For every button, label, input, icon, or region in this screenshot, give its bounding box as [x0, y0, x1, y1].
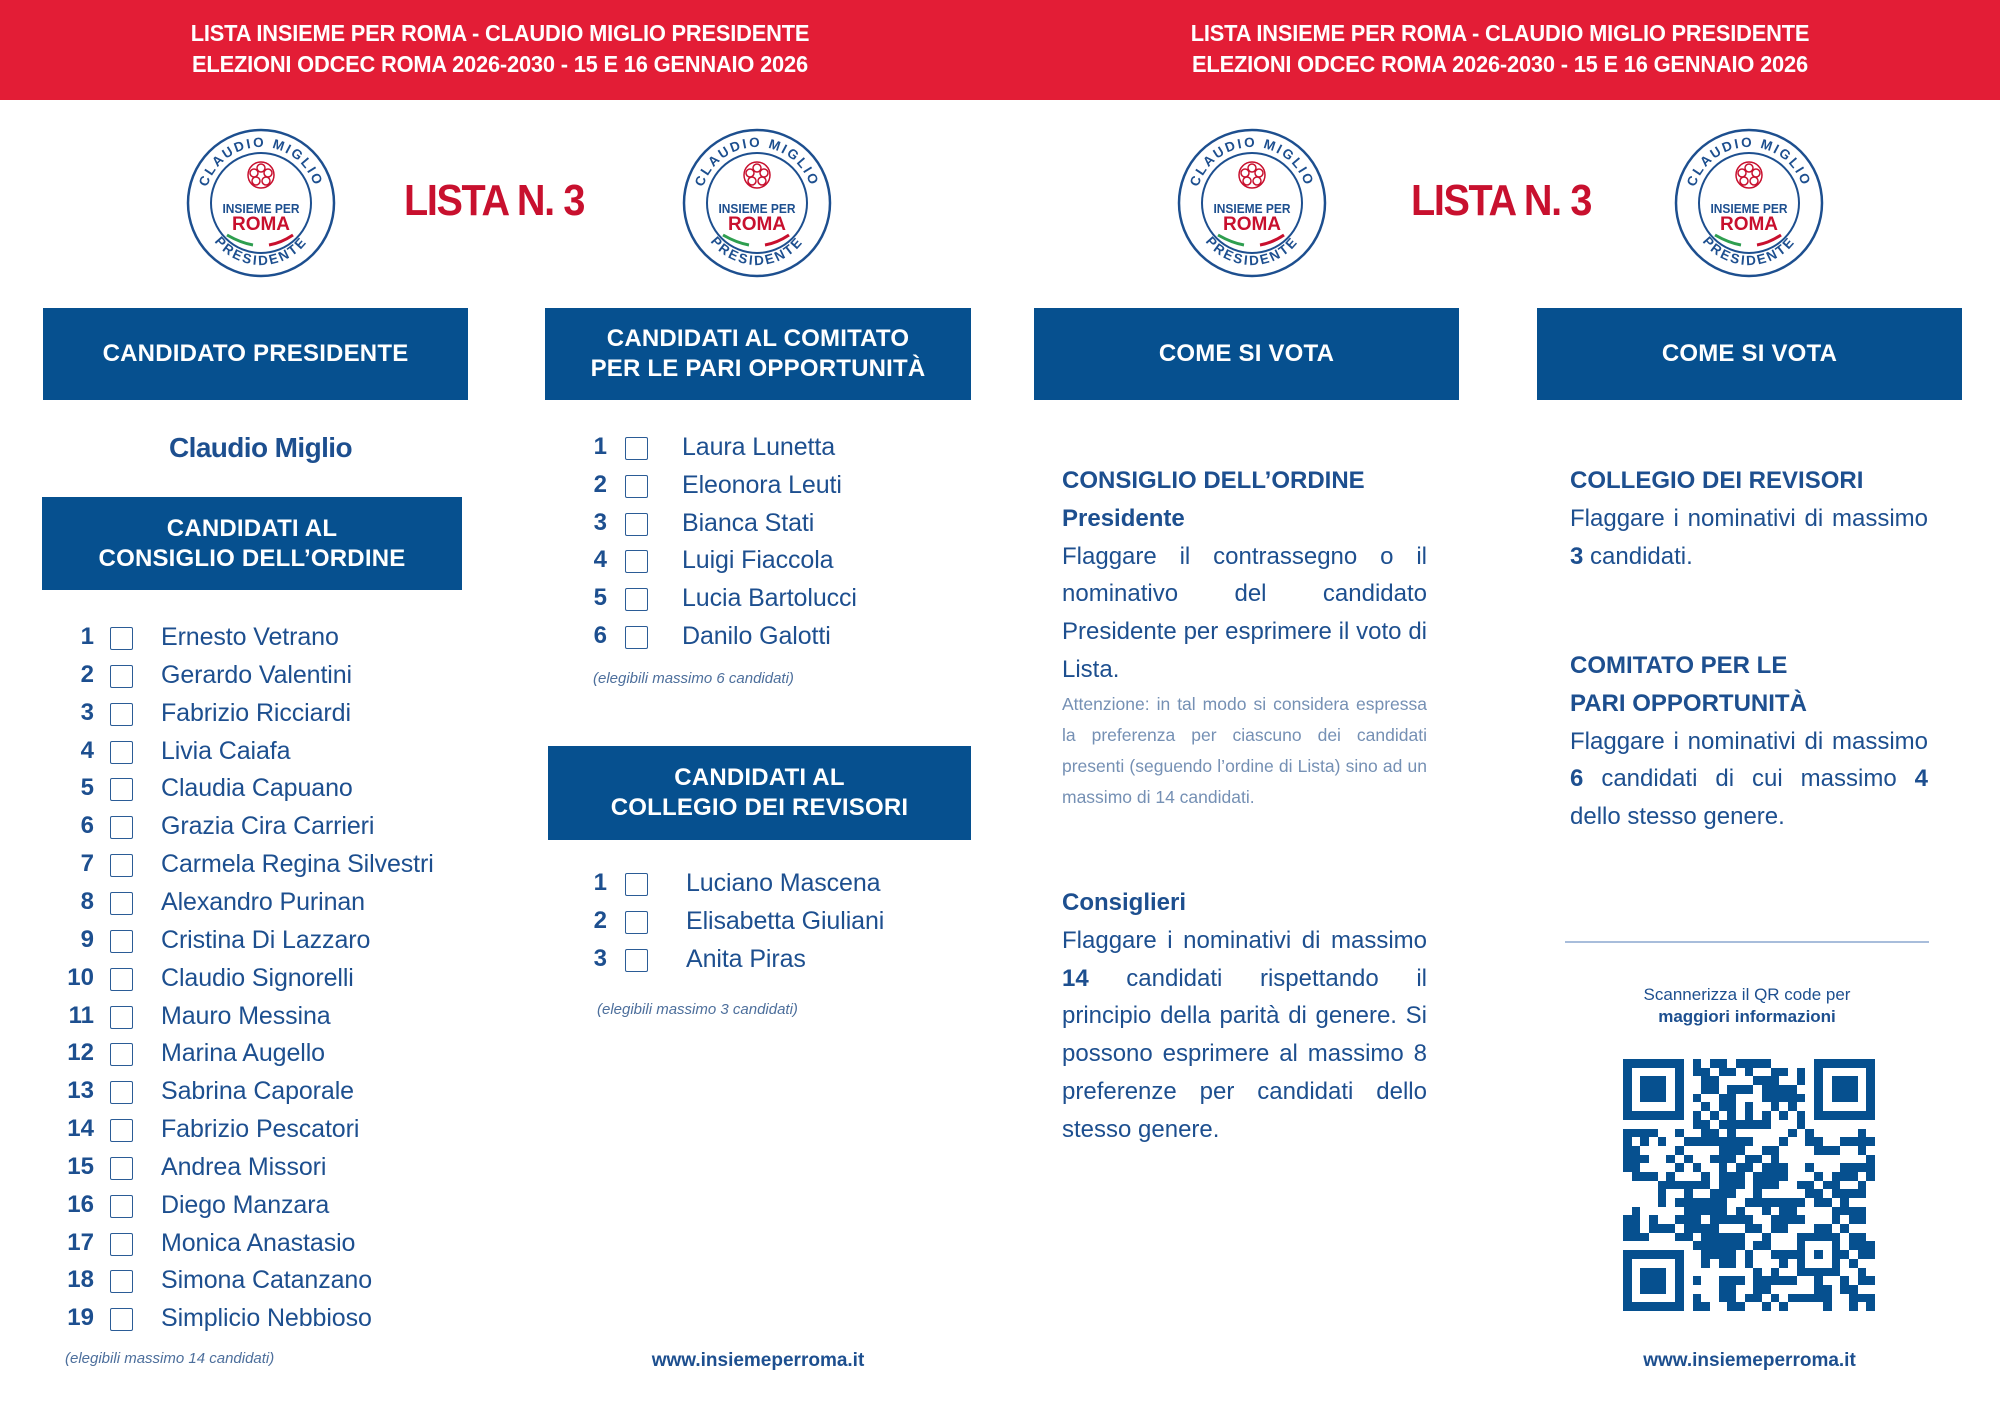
top-banner: [0, 0, 2000, 100]
section-title-comitato-2: PARI OPPORTUNITÀ: [1570, 689, 1807, 717]
section-title-consiglio: CONSIGLIO DELL’ORDINE: [1062, 467, 1365, 494]
logo-claudio-miglio: [185, 127, 337, 279]
candidate-name[interactable]: Livia Caiafa: [161, 736, 291, 765]
consiglieri-instructions: Flaggare i nominativi di massimo 14 candidati rispettando il principio della parità di genere. Si possono esprimere al massimo 8 preferenze per candidati dello stesso genere.: [1062, 926, 1427, 1143]
candidate-number: 1: [593, 869, 607, 896]
header-label: COLLEGIO DEI REVISORI: [610, 794, 909, 821]
vote-checkbox[interactable]: [110, 627, 133, 650]
candidate-name[interactable]: Fabrizio Ricciardi: [161, 698, 351, 727]
candidate-number: 4: [593, 546, 607, 574]
candidate-row[interactable]: [0, 771, 353, 809]
candidate-number: 11: [68, 1001, 94, 1029]
candidate-number: 18: [67, 1266, 94, 1294]
svg-text:CLAUDIO MIGLIO: CLAUDIO MIGLIO: [691, 134, 823, 189]
svg-text:PRESIDENTE: PRESIDENTE: [1202, 233, 1302, 269]
candidate-name[interactable]: Danilo Galotti: [682, 622, 831, 650]
vote-checkbox[interactable]: [110, 930, 133, 953]
vote-checkbox[interactable]: [110, 1119, 133, 1142]
website-link[interactable]: www.insiemeperroma.it: [1643, 1350, 1856, 1371]
header-label: CONSIGLIO DELL’ORDINE: [98, 544, 406, 572]
svg-text:INSIEME PER: INSIEME PER: [222, 201, 300, 217]
svg-text:INSIEME PER: INSIEME PER: [1213, 201, 1291, 217]
vote-checkbox[interactable]: [110, 892, 133, 915]
candidate-name[interactable]: Claudia Capuano: [161, 774, 353, 803]
svg-text:PRESIDENTE: PRESIDENTE: [1699, 233, 1799, 269]
candidate-name[interactable]: Diego Manzara: [161, 1190, 330, 1219]
header-label: COME SI VOTA: [1661, 340, 1838, 367]
header-candidato-presidente: [43, 308, 468, 400]
candidate-number: 5: [80, 774, 94, 802]
candidate-number: 19: [67, 1304, 94, 1332]
comitato-instructions: Flaggare i nominativi di massimo 6 candidati di cui massimo 4 dello stesso genere.: [1570, 727, 1928, 831]
candidate-row[interactable]: [0, 809, 375, 847]
candidate-row[interactable]: [0, 658, 353, 696]
candidate-name[interactable]: Luciano Mascena: [686, 869, 881, 897]
vote-checkbox[interactable]: [110, 968, 133, 991]
section-title-comitato: COMITATO PER LE: [1570, 652, 1788, 679]
candidate-number: 13: [67, 1077, 94, 1105]
top-banner-right: [1000, 0, 2000, 100]
header-come-si-vota: [1537, 308, 1962, 400]
header-label: COME SI VOTA: [1158, 340, 1335, 367]
candidate-row[interactable]: [0, 1263, 373, 1301]
candidate-number: 16: [67, 1190, 94, 1218]
candidate-number: 7: [80, 850, 94, 878]
section-divider: [1565, 941, 1929, 943]
candidate-name[interactable]: Bianca Stati: [682, 508, 815, 537]
vote-checkbox[interactable]: [110, 1006, 133, 1029]
banner-title: LISTA INSIEME PER ROMA - CLAUDIO MIGLIO PRESIDENTE: [190, 20, 810, 46]
candidate-number: 3: [593, 508, 607, 536]
vote-checkbox[interactable]: [110, 703, 133, 726]
candidate-number: 15: [67, 1152, 94, 1180]
candidate-row[interactable]: [0, 581, 857, 619]
candidate-row[interactable]: [0, 1188, 330, 1226]
svg-text:ROMA: ROMA: [727, 214, 787, 235]
vote-checkbox[interactable]: [110, 854, 133, 877]
candidate-number: 1: [593, 433, 607, 460]
vote-checkbox[interactable]: [110, 1195, 133, 1218]
candidate-number: 2: [80, 660, 94, 688]
qr-caption-line2: maggiori informazioni: [1658, 1007, 1836, 1026]
vote-checkbox[interactable]: [625, 949, 648, 972]
candidate-row[interactable]: [0, 1112, 360, 1150]
candidate-name[interactable]: Marina Augello: [161, 1039, 325, 1068]
candidate-number: 8: [80, 887, 94, 915]
candidate-number: 2: [593, 906, 607, 934]
banner-subtitle: ELEZIONI ODCEC ROMA 2026-2030 - 15 E 16 GENNAIO 2026: [192, 51, 808, 77]
candidate-name[interactable]: Ernesto Vetrano: [161, 623, 339, 651]
vote-checkbox[interactable]: [625, 475, 648, 498]
header-candidati-revisori: [548, 746, 971, 840]
candidate-name[interactable]: Carmela Regina Silvestri: [161, 850, 434, 879]
candidate-name[interactable]: Andrea Missori: [161, 1152, 327, 1181]
svg-text:PRESIDENTE: PRESIDENTE: [707, 233, 807, 269]
vote-checkbox[interactable]: [110, 778, 133, 801]
revisori-instructions: Flaggare i nominativi di massimo 3 candidati.: [1570, 504, 1928, 570]
svg-text:INSIEME PER: INSIEME PER: [1710, 201, 1788, 217]
header-come-si-vota: [1034, 308, 1459, 400]
website-link[interactable]: www.insiemeperroma.it: [651, 1350, 865, 1371]
candidate-row[interactable]: [0, 999, 331, 1037]
candidate-row[interactable]: [0, 1074, 354, 1112]
header-candidati-pari-opportunita: [545, 308, 971, 400]
vote-checkbox[interactable]: [110, 1043, 133, 1066]
candidate-row[interactable]: [0, 1226, 356, 1264]
svg-text:CLAUDIO MIGLIO: CLAUDIO MIGLIO: [195, 134, 327, 189]
candidate-number: 3: [80, 698, 94, 726]
vote-checkbox[interactable]: [625, 550, 648, 573]
qr-code-icon[interactable]: [1623, 1059, 1875, 1311]
qr-caption-line1: Scannerizza il QR code per: [1643, 985, 1851, 1004]
candidate-name[interactable]: Mauro Messina: [161, 1001, 331, 1030]
candidate-name[interactable]: Monica Anastasio: [161, 1228, 356, 1257]
instructions-revisori: [1570, 462, 1928, 575]
section-subtitle-consiglieri: Consiglieri: [1062, 889, 1187, 916]
svg-text:PRESIDENTE: PRESIDENTE: [211, 233, 311, 269]
candidate-name[interactable]: Alexandro Purinan: [161, 887, 365, 916]
header-label: PER LE PARI OPPORTUNITÀ: [590, 355, 926, 382]
candidate-row[interactable]: [0, 696, 351, 734]
instructions-consiglieri: [1062, 884, 1427, 1149]
header-label: CANDIDATO PRESIDENTE: [102, 340, 409, 367]
candidate-number: 6: [593, 622, 607, 649]
svg-text:ROMA: ROMA: [231, 214, 291, 235]
candidate-number: 5: [593, 584, 607, 612]
candidate-name[interactable]: Luigi Fiaccola: [682, 546, 834, 575]
svg-text:ROMA: ROMA: [1222, 214, 1282, 235]
candidate-row[interactable]: [0, 468, 842, 506]
instructions-consiglio: [1062, 462, 1427, 813]
banner-subtitle: ELEZIONI ODCEC ROMA 2026-2030 - 15 E 16 GENNAIO 2026: [1192, 51, 1808, 77]
candidate-name[interactable]: Simona Catanzano: [161, 1266, 373, 1295]
vote-checkbox[interactable]: [110, 1233, 133, 1256]
vote-checkbox[interactable]: [110, 1270, 133, 1293]
candidate-number: 14: [67, 1115, 94, 1143]
candidate-number: 10: [67, 963, 94, 991]
candidate-name[interactable]: Lucia Bartolucci: [682, 584, 857, 613]
candidate-number: 4: [80, 736, 94, 764]
vote-checkbox[interactable]: [625, 437, 648, 460]
pari-opportunita-eligibility-note: (elegibili massimo 6 candidati): [593, 670, 794, 687]
lista-number: LISTA N. 3: [404, 176, 585, 225]
svg-text:INSIEME PER: INSIEME PER: [718, 201, 796, 217]
qr-caption: [1565, 984, 1929, 1028]
candidate-name[interactable]: Claudio Signorelli: [161, 963, 354, 992]
vote-checkbox[interactable]: [110, 1081, 133, 1104]
attenzione-note: Attenzione: in tal modo si considera espressa la preferenza per ciascuno dei candidati presenti (seguendo l’ordine di Lista) sino ad un massimo di 14 candidati.: [1062, 693, 1427, 807]
revisori-eligibility-note: (elegibili massimo 3 candidati): [597, 1001, 798, 1018]
vote-checkbox[interactable]: [625, 911, 648, 934]
header-label: CANDIDATI AL COMITATO: [606, 325, 910, 352]
vote-checkbox[interactable]: [110, 1308, 133, 1331]
candidate-number: 9: [80, 925, 94, 953]
candidate-name[interactable]: Anita Piras: [686, 944, 806, 973]
lista-number: LISTA N. 3: [1411, 176, 1592, 225]
vote-checkbox[interactable]: [110, 1157, 133, 1180]
svg-text:CLAUDIO MIGLIO: CLAUDIO MIGLIO: [1186, 134, 1318, 189]
vote-checkbox[interactable]: [110, 816, 133, 839]
candidate-row[interactable]: [0, 1150, 327, 1188]
logo-claudio-miglio: [1673, 127, 1825, 279]
section-title-revisori: COLLEGIO DEI REVISORI: [1570, 467, 1864, 494]
candidate-number: 2: [593, 470, 607, 498]
svg-text:CLAUDIO MIGLIO: CLAUDIO MIGLIO: [1683, 134, 1815, 189]
svg-text:ROMA: ROMA: [1719, 214, 1779, 235]
header-label: CANDIDATI AL: [674, 764, 845, 791]
logo-claudio-miglio: [1176, 127, 1328, 279]
candidate-number: 3: [593, 944, 607, 972]
vote-checkbox[interactable]: [625, 873, 648, 896]
candidate-row[interactable]: [0, 734, 291, 772]
candidate-number: 12: [67, 1039, 94, 1067]
candidate-name[interactable]: Eleonora Leuti: [682, 470, 842, 499]
header-candidati-consiglio: [42, 497, 462, 590]
candidate-name[interactable]: Elisabetta Giuliani: [686, 906, 885, 935]
candidate-name[interactable]: Simplicio Nebbioso: [161, 1304, 372, 1333]
candidate-number: 6: [80, 812, 94, 840]
candidate-row[interactable]: [0, 1036, 325, 1074]
logo-claudio-miglio: [681, 127, 833, 279]
banner-title: LISTA INSIEME PER ROMA - CLAUDIO MIGLIO PRESIDENTE: [1190, 20, 1810, 46]
section-subtitle-presidente: Presidente: [1062, 504, 1185, 532]
president-candidate-name[interactable]: Claudio Miglio: [169, 432, 352, 463]
vote-checkbox[interactable]: [625, 588, 648, 611]
top-banner-left: [0, 0, 1000, 100]
candidate-name[interactable]: Cristina Di Lazzaro: [161, 925, 371, 954]
candidate-name[interactable]: Laura Lunetta: [682, 433, 835, 461]
candidate-number: 1: [80, 623, 94, 650]
vote-checkbox[interactable]: [110, 665, 133, 688]
candidate-name[interactable]: Fabrizio Pescatori: [161, 1115, 360, 1144]
candidate-row[interactable]: [0, 1301, 372, 1339]
header-label: CANDIDATI AL: [166, 514, 338, 542]
consiglio-eligibility-note: (elegibili massimo 14 candidati): [65, 1350, 275, 1367]
vote-checkbox[interactable]: [625, 626, 648, 649]
candidate-name[interactable]: Gerardo Valentini: [161, 660, 353, 689]
instructions-comitato: [1570, 647, 1928, 836]
vote-checkbox[interactable]: [110, 741, 133, 764]
candidate-number: 17: [67, 1228, 94, 1256]
candidate-name[interactable]: Sabrina Caporale: [161, 1077, 354, 1106]
candidate-name[interactable]: Grazia Cira Carrieri: [161, 812, 375, 841]
presidente-instructions: Flaggare il contrassegno o il nominativo del candidato Presidente per esprimere il voto di Lista.: [1062, 542, 1427, 683]
vote-checkbox[interactable]: [625, 513, 648, 536]
